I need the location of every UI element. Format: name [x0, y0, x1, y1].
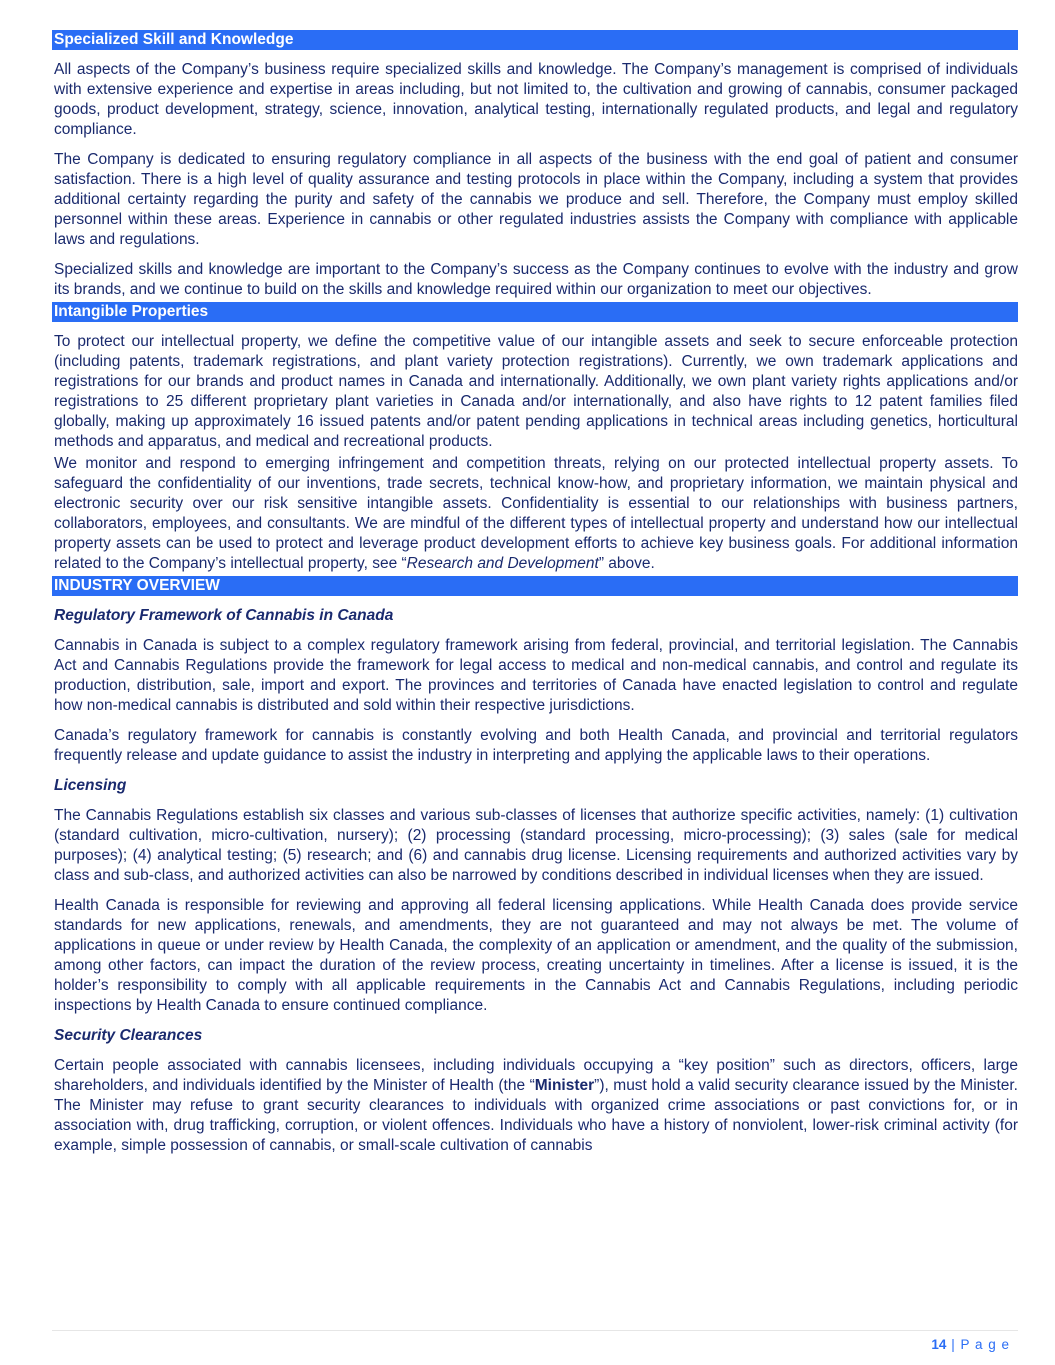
- section-header-industry: INDUSTRY OVERVIEW: [52, 576, 1018, 596]
- paragraph: All aspects of the Company’s business require specialized skills and knowledge. The Company’s management is comprised of individuals with extensive experience and expertise in areas including, but not limited to, the cultivation and growing of cannabis, consumer packaged goods, product development, strategy, science, innovation, analytical testing, internationally regulated products, and legal and regulatory compliance.: [54, 61, 1018, 138]
- section-header-intangible: Intangible Properties: [52, 302, 1018, 322]
- paragraph-text: We monitor and respond to emerging infringement and competition threats, relying on our protected intellectual property assets. To safeguard the confidentiality of our inventions, trade secrets, technical know-how, and proprietary information, we maintain physical and electronic security over our risk sensitive intangible assets. Confidentiality is essential to our relationships with business partners, collaborators, employees, and consultants. We are mindful of the different types of intellectual property and understand how our intellectual property assets can be used to protect and leverage product development efforts to achieve key business goals. For additional information related to the Company’s intellectual property, see “: [54, 455, 1018, 572]
- section-header-specialized: Specialized Skill and Knowledge: [52, 30, 1018, 50]
- paragraph-text: Certain people associated with cannabis licensees, including individuals occupying a “key position” such as directors, officers, large shareholders, and individuals identified by the Minister of Health (the “: [54, 1057, 1018, 1094]
- page-footer: [931, 1335, 1010, 1355]
- page-label: | P a g e: [951, 1337, 1010, 1352]
- paragraph-text: ” above.: [598, 555, 655, 572]
- paragraph: Health Canada is responsible for reviewing and approving all federal licensing applications. While Health Canada does provide service standards for new applications, renewals, and amendments, they are not guaranteed and may not always be met. The volume of applications in queue or under review by Health Canada, the complexity of an application or amendment, and the quality of the submission, among other factors, can impact the duration of the review process, creating uncertainty in timelines. After a license is issued, it is the holder’s responsibility to comply with all applicable requirements in the Cannabis Act and Cannabis Regulations, including periodic inspections by Health Canada to ensure continued compliance.: [54, 897, 1018, 1014]
- paragraph: Canada’s regulatory framework for cannabis is constantly evolving and both Health Canada, and provincial and territorial regulators frequently release and update guidance to assist the industry in interpreting and applying the applicable laws to their operations.: [54, 727, 1018, 764]
- page-number: 14: [931, 1337, 947, 1352]
- paragraph: Cannabis in Canada is subject to a complex regulatory framework arising from federal, provincial, and territorial legislation. The Cannabis Act and Cannabis Regulations provide the framework for legal access to medical and non-medical cannabis, and control and regulate its production, distribution, sale, import and export. The provinces and territories of Canada have enacted legislation to control and regulate how non-medical cannabis is distributed and sold within their respective jurisdictions.: [54, 637, 1018, 714]
- paragraph: [54, 1056, 1018, 1156]
- subheading-security: Security Clearances: [54, 1027, 203, 1044]
- footer-divider: [52, 1330, 1018, 1331]
- document-page: [52, 30, 1018, 1166]
- paragraph: The Cannabis Regulations establish six classes and various sub-classes of licenses that authorize specific activities, namely: (1) cultivation (standard cultivation, micro-cultivation, nursery); (2) processing (standard processing, micro-processing); (3) sales (sale for medical purposes); (4) analytical testing; (5) research; and (6) and cannabis drug license. Licensing requirements and authorized activities vary by class and sub-class, and authorized activities can also be narrowed by conditions described in individual licenses when they are issued.: [54, 807, 1018, 884]
- subheading-regulatory: Regulatory Framework of Cannabis in Canada: [54, 607, 394, 624]
- paragraph: Specialized skills and knowledge are important to the Company’s success as the Company continues to evolve with the industry and grow its brands, and we continue to build on the skills and knowledge required within our organization to meet our objectives.: [54, 261, 1018, 298]
- paragraph: The Company is dedicated to ensuring regulatory compliance in all aspects of the business with the end goal of patient and consumer satisfaction. There is a high level of quality assurance and testing protocols in place within the Company, including a system that provides additional certainty regarding the purity and safety of the cannabis we produce and sell. Therefore, the Company must employ skilled personnel within these areas. Experience in cannabis or other regulated industries assists the Company with compliance with applicable laws and regulations.: [54, 151, 1018, 248]
- paragraph: To protect our intellectual property, we define the competitive value of our intangible assets and seek to secure enforceable protection (including patents, trademark registrations, and plant variety protection registrations). Currently, we own trademark applications and registrations for our brands and product names in Canada and internationally. Additionally, we own plant variety rights applications and/or registrations to 25 different proprietary plant varieties in Canada and/or internationally, and also have rights to 12 patent families filed globally, making up approximately 16 issued patents and/or patent pending applications in technical areas including genetics, horticultural methods and apparatus, and medical and recreational products.: [54, 333, 1018, 450]
- subheading-licensing: Licensing: [54, 777, 127, 794]
- paragraph-text: ”), must hold a valid security clearance issued by the Minister. The Minister may refuse to grant security clearances to individuals with organized crime associations or past convictions for, or in association with, drug trafficking, corruption, or violent offences. Individuals who have a history of nonviolent, lower-risk criminal activity (for example, simple possession of cannabis, or small-scale cultivation of cannabis: [54, 1077, 1018, 1154]
- paragraph: [54, 454, 1018, 574]
- cross-reference: Research and Development: [406, 555, 599, 572]
- defined-term: Minister: [534, 1077, 595, 1094]
